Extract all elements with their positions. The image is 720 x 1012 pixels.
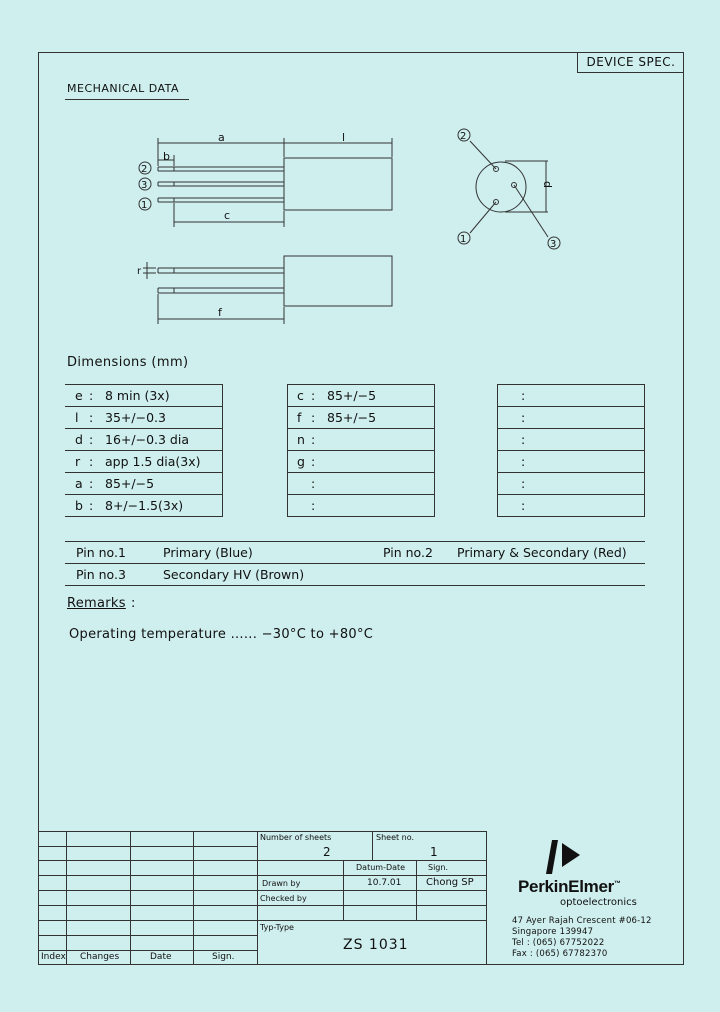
operating-temperature: Operating temperature ...... −30°C to +80°C xyxy=(69,627,374,642)
drawn-by-label: Drawn by xyxy=(262,879,301,888)
dim-key xyxy=(497,407,521,429)
dim-value: 85+/−5 xyxy=(105,473,223,495)
dim-value xyxy=(537,495,645,517)
table-row xyxy=(287,429,435,451)
dim-sep: : xyxy=(89,495,105,517)
pin3-label: Pin no.3 xyxy=(76,567,126,582)
mechanical-drawing xyxy=(0,0,720,340)
component-body-top xyxy=(284,158,392,210)
dims-table-2 xyxy=(287,384,435,517)
dim-key xyxy=(497,385,521,407)
datum-date-label: Datum-Date xyxy=(356,863,406,872)
table-row xyxy=(497,385,645,407)
component-body-side xyxy=(284,256,392,306)
dim-key xyxy=(287,473,311,495)
table-row xyxy=(65,407,223,429)
col-index-label: Index xyxy=(41,952,66,962)
dim-a-label: a xyxy=(218,131,225,144)
dim-value xyxy=(537,429,645,451)
perkinelmer-logo-icon xyxy=(540,838,600,878)
dim-l-label: l xyxy=(342,131,346,144)
pin-callout-3: 3 xyxy=(141,180,148,191)
col-sign-label: Sign. xyxy=(212,952,235,962)
checked-by-label: Checked by xyxy=(260,894,307,903)
dim-sep: : xyxy=(311,451,327,473)
dim-value xyxy=(537,473,645,495)
table-row xyxy=(497,407,645,429)
company-sub: optoelectronics xyxy=(560,897,637,908)
dims-table-1 xyxy=(65,384,223,517)
address-line-2: Singapore 139947 xyxy=(512,927,594,937)
dim-sep: : xyxy=(521,385,537,407)
sheet-no-value: 1 xyxy=(430,845,438,859)
dim-key xyxy=(287,495,311,517)
pin-callout-1: 1 xyxy=(141,200,148,211)
dim-key xyxy=(497,495,521,517)
number-of-sheets-value: 2 xyxy=(323,845,331,859)
dim-value xyxy=(327,473,435,495)
dim-key: l xyxy=(65,407,89,429)
company-name: PerkinElmer™ xyxy=(518,877,621,896)
dim-value xyxy=(327,429,435,451)
col-date-label: Date xyxy=(150,952,172,962)
table-row xyxy=(287,495,435,517)
table-row xyxy=(497,451,645,473)
dim-f-label: f xyxy=(218,306,222,319)
dim-value: app 1.5 dia(3x) xyxy=(105,451,223,473)
dim-key: n xyxy=(287,429,311,451)
dim-d-label: d xyxy=(541,181,554,188)
pin-callout-2: 2 xyxy=(141,164,148,175)
dim-value: 8 min (3x) xyxy=(105,385,223,407)
address-fax: Fax : (065) 67782370 xyxy=(512,949,608,959)
end-pin-callout-3: 3 xyxy=(550,239,557,250)
sheet-no-label: Sheet no. xyxy=(376,833,415,842)
dim-key: d xyxy=(65,429,89,451)
remarks-label: Remarks xyxy=(67,596,126,611)
pin1-label: Pin no.1 xyxy=(76,545,126,560)
dim-sep: : xyxy=(311,385,327,407)
dim-value xyxy=(327,495,435,517)
table-row xyxy=(497,473,645,495)
dimensions-heading: Dimensions (mm) xyxy=(67,355,189,370)
dim-sep: : xyxy=(521,451,537,473)
table-row xyxy=(65,495,223,517)
pin1-desc: Primary (Blue) xyxy=(163,545,253,560)
dim-value: 85+/−5 xyxy=(327,407,435,429)
table-row xyxy=(65,451,223,473)
dim-key: a xyxy=(65,473,89,495)
dim-sep: : xyxy=(521,407,537,429)
component-end-view xyxy=(476,162,526,212)
dim-value: 85+/−5 xyxy=(327,385,435,407)
dim-value: 8+/−1.5(3x) xyxy=(105,495,223,517)
number-of-sheets-label: Number of sheets xyxy=(260,833,332,842)
dim-sep: : xyxy=(89,385,105,407)
dim-r-label: r xyxy=(137,266,142,277)
col-changes-label: Changes xyxy=(80,952,120,962)
sign-col-label: Sign. xyxy=(428,863,448,872)
dim-key xyxy=(497,429,521,451)
dim-key xyxy=(497,473,521,495)
dim-sep: : xyxy=(521,429,537,451)
table-row xyxy=(497,429,645,451)
dim-sep: : xyxy=(89,407,105,429)
address-line-1: 47 Ayer Rajah Crescent #06-12 xyxy=(512,916,652,926)
end-pin-callout-1: 1 xyxy=(460,234,467,245)
dim-sep: : xyxy=(89,451,105,473)
table-row xyxy=(287,407,435,429)
pin-row-2 xyxy=(65,564,645,586)
dim-key: e xyxy=(65,385,89,407)
table-row xyxy=(287,385,435,407)
table-row xyxy=(287,473,435,495)
section-title: MECHANICAL DATA xyxy=(67,82,180,95)
dim-sep: : xyxy=(89,429,105,451)
dim-value xyxy=(537,385,645,407)
remarks-colon: : xyxy=(131,596,136,611)
dim-key xyxy=(497,451,521,473)
end-pin-callout-2: 2 xyxy=(460,131,467,142)
dim-value xyxy=(537,451,645,473)
dim-key: r xyxy=(65,451,89,473)
table-row xyxy=(65,429,223,451)
leads-top xyxy=(158,167,284,202)
table-row xyxy=(65,385,223,407)
dim-sep: : xyxy=(89,473,105,495)
table-row xyxy=(287,451,435,473)
dim-c-label: c xyxy=(224,209,231,222)
pin2-desc: Primary & Secondary (Red) xyxy=(457,545,627,560)
type-label: Typ-Type xyxy=(260,923,294,932)
table-row xyxy=(497,495,645,517)
dim-value xyxy=(537,407,645,429)
dim-sep: : xyxy=(311,495,327,517)
dim-sep: : xyxy=(311,473,327,495)
pin-row-1 xyxy=(65,542,645,564)
drawn-date: 10.7.01 xyxy=(367,878,402,888)
dim-key: c xyxy=(287,385,311,407)
address-tel: Tel : (065) 67752022 xyxy=(512,938,605,948)
dim-value: 16+/−0.3 dia xyxy=(105,429,223,451)
device-spec-label: DEVICE SPEC. xyxy=(577,52,684,73)
dim-key: g xyxy=(287,451,311,473)
dim-value xyxy=(327,451,435,473)
dim-sep: : xyxy=(311,429,327,451)
dim-key: f xyxy=(287,407,311,429)
dim-key: b xyxy=(65,495,89,517)
dims-table-3 xyxy=(497,384,645,517)
table-row xyxy=(65,473,223,495)
type-value: ZS 1031 xyxy=(343,937,409,953)
dim-b-label: b xyxy=(163,150,170,163)
dim-sep: : xyxy=(521,473,537,495)
pin2-label: Pin no.2 xyxy=(383,545,433,560)
pin3-desc: Secondary HV (Brown) xyxy=(163,567,305,582)
drawn-sign: Chong SP xyxy=(426,877,474,888)
dim-sep: : xyxy=(311,407,327,429)
dim-sep: : xyxy=(521,495,537,517)
dim-value: 35+/−0.3 xyxy=(105,407,223,429)
